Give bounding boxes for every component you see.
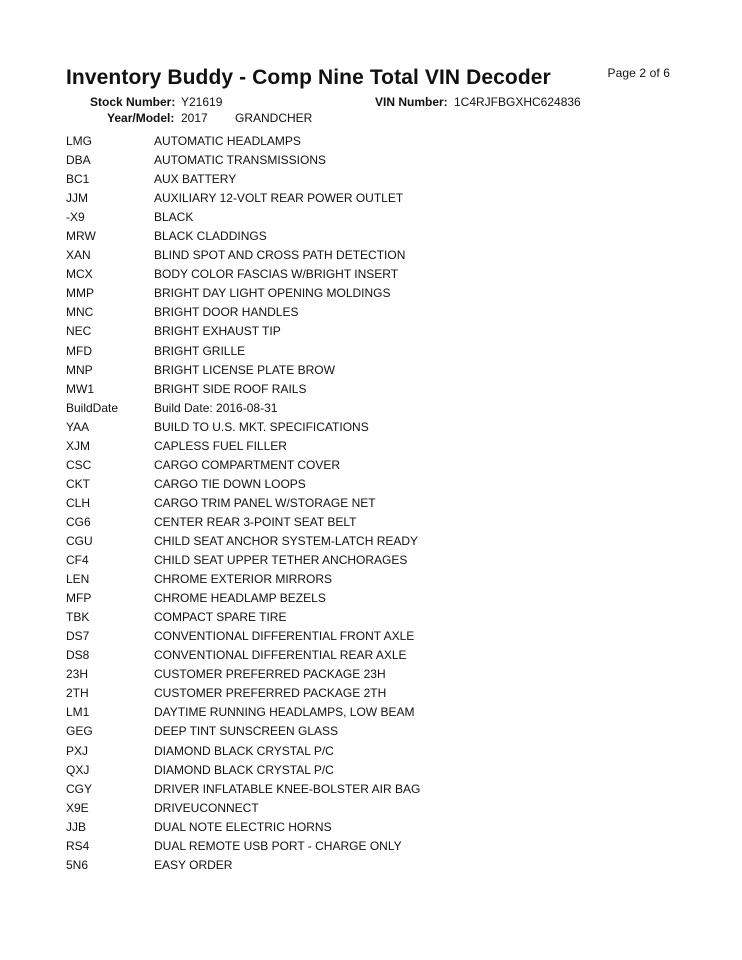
option-code: XAN — [66, 248, 91, 263]
vin-number-value: 1C4RJFBGXHC624836 — [454, 95, 581, 109]
option-code: CGY — [66, 781, 93, 796]
option-description: DRIVEUCONNECT — [154, 800, 259, 815]
code-row — [66, 665, 686, 684]
stock-vin-row — [0, 94, 742, 110]
option-code: RS4 — [66, 838, 90, 853]
year-value: 2017 — [181, 111, 208, 125]
option-description: CHROME HEADLAMP BEZELS — [154, 591, 326, 606]
code-row — [66, 456, 686, 475]
option-description: CUSTOMER PREFERRED PACKAGE 23H — [154, 667, 386, 682]
code-row — [66, 151, 686, 170]
code-row — [66, 246, 686, 265]
option-code: BC1 — [66, 172, 90, 187]
option-code: MFD — [66, 343, 92, 358]
option-code: MNC — [66, 305, 94, 320]
option-code: TBK — [66, 610, 90, 625]
option-code: DS7 — [66, 629, 90, 644]
code-row — [66, 265, 686, 284]
option-description: BRIGHT EXHAUST TIP — [154, 324, 281, 339]
option-code: LM1 — [66, 705, 90, 720]
option-description: CUSTOMER PREFERRED PACKAGE 2TH — [154, 686, 387, 701]
option-description: BRIGHT LICENSE PLATE BROW — [154, 362, 335, 377]
option-description: BRIGHT DOOR HANDLES — [154, 305, 299, 320]
code-row — [66, 742, 686, 761]
option-description: AUX BATTERY — [154, 172, 237, 187]
option-code: YAA — [66, 419, 90, 434]
option-code: MNP — [66, 362, 93, 377]
option-description: BRIGHT GRILLE — [154, 343, 246, 358]
option-description: AUTOMATIC TRANSMISSIONS — [154, 153, 327, 168]
code-row — [66, 303, 686, 322]
vin-number-label: VIN Number: — [375, 95, 448, 109]
code-row — [66, 170, 686, 189]
stock-number-label: Stock Number: — [90, 95, 176, 109]
option-description: DEEP TINT SUNSCREEN GLASS — [154, 724, 339, 739]
option-description: BRIGHT DAY LIGHT OPENING MOLDINGS — [154, 286, 391, 301]
year-model-label: Year/Model: — [107, 111, 175, 125]
code-row — [66, 722, 686, 741]
option-description: DIAMOND BLACK CRYSTAL P/C — [154, 762, 334, 777]
option-description: BLACK — [154, 210, 194, 225]
option-code: XJM — [66, 438, 90, 453]
option-description: CENTER REAR 3-POINT SEAT BELT — [154, 514, 357, 529]
option-code: GEG — [66, 724, 93, 739]
option-description: CARGO COMPARTMENT COVER — [154, 457, 341, 472]
code-row — [66, 589, 686, 608]
code-row — [66, 646, 686, 665]
code-row — [66, 837, 686, 856]
option-code: NEC — [66, 324, 92, 339]
option-code: 23H — [66, 667, 89, 682]
option-description: EASY ORDER — [154, 857, 233, 872]
option-code: PXJ — [66, 743, 89, 758]
code-row — [66, 399, 686, 418]
code-row — [66, 570, 686, 589]
code-row — [66, 132, 686, 151]
option-description: AUXILIARY 12-VOLT REAR POWER OUTLET — [154, 191, 404, 206]
page-indicator: Page 2 of 6 — [607, 66, 670, 80]
code-row — [66, 532, 686, 551]
option-description: BRIGHT SIDE ROOF RAILS — [154, 381, 307, 396]
option-description: CHROME EXTERIOR MIRRORS — [154, 572, 333, 587]
code-row — [66, 627, 686, 646]
code-row — [66, 437, 686, 456]
option-description: CARGO TRIM PANEL W/STORAGE NET — [154, 495, 376, 510]
option-code: DS8 — [66, 648, 90, 663]
code-row — [66, 818, 686, 837]
option-code: LMG — [66, 134, 93, 148]
option-description: CONVENTIONAL DIFFERENTIAL FRONT AXLE — [154, 629, 415, 644]
code-row — [66, 284, 686, 303]
option-code: MFP — [66, 591, 92, 606]
code-row — [66, 189, 686, 208]
option-code: CSC — [66, 457, 92, 472]
option-code: CF4 — [66, 553, 89, 568]
option-code: DBA — [66, 153, 91, 168]
code-row — [66, 608, 686, 627]
stock-number-value: Y21619 — [181, 95, 223, 109]
option-code: X9E — [66, 800, 89, 815]
code-row — [66, 780, 686, 799]
option-code: QXJ — [66, 762, 90, 777]
option-description: BUILD TO U.S. MKT. SPECIFICATIONS — [154, 419, 369, 434]
option-code: -X9 — [66, 210, 85, 225]
option-description: CONVENTIONAL DIFFERENTIAL REAR AXLE — [154, 648, 407, 663]
option-code: LEN — [66, 572, 90, 587]
code-row — [66, 342, 686, 361]
year-model-row — [0, 110, 742, 126]
option-description: DAYTIME RUNNING HEADLAMPS, LOW BEAM — [154, 705, 415, 720]
option-description: Build Date: 2016-08-31 — [154, 400, 278, 415]
option-description: BODY COLOR FASCIAS W/BRIGHT INSERT — [154, 267, 399, 282]
option-description: CAPLESS FUEL FILLER — [154, 438, 287, 453]
option-description: DRIVER INFLATABLE KNEE-BOLSTER AIR BAG — [154, 781, 421, 796]
code-row — [66, 494, 686, 513]
option-description: BLIND SPOT AND CROSS PATH DETECTION — [154, 248, 406, 263]
option-description: DUAL NOTE ELECTRIC HORNS — [154, 819, 332, 834]
code-row — [66, 761, 686, 780]
code-row — [66, 513, 686, 532]
option-description: DIAMOND BLACK CRYSTAL P/C — [154, 743, 334, 758]
code-row — [66, 475, 686, 494]
code-row — [66, 361, 686, 380]
code-row — [66, 551, 686, 570]
option-description: AUTOMATIC HEADLAMPS — [154, 134, 301, 148]
option-code: MW1 — [66, 381, 94, 396]
vehicle-metadata — [0, 94, 742, 126]
code-row — [66, 322, 686, 341]
option-description: CHILD SEAT ANCHOR SYSTEM-LATCH READY — [154, 533, 419, 548]
option-code: MMP — [66, 286, 94, 301]
option-code: MCX — [66, 267, 93, 282]
option-description: BLACK CLADDINGS — [154, 229, 267, 244]
code-row — [66, 703, 686, 722]
code-row — [66, 208, 686, 227]
option-code: MRW — [66, 229, 96, 244]
option-code: JJM — [66, 191, 88, 206]
option-description: COMPACT SPARE TIRE — [154, 610, 287, 625]
document-title: Inventory Buddy - Comp Nine Total VIN Decoder — [66, 66, 551, 89]
code-row — [66, 856, 686, 875]
option-code: CGU — [66, 533, 93, 548]
code-row — [66, 227, 686, 246]
option-code-list — [66, 132, 686, 875]
code-row — [66, 799, 686, 818]
option-code: CG6 — [66, 514, 91, 529]
option-code: 2TH — [66, 686, 89, 701]
code-row — [66, 418, 686, 437]
option-description: DUAL REMOTE USB PORT - CHARGE ONLY — [154, 838, 402, 853]
option-code: JJB — [66, 819, 87, 834]
option-description: CARGO TIE DOWN LOOPS — [154, 476, 306, 491]
option-code: CKT — [66, 476, 90, 491]
option-code: CLH — [66, 495, 91, 510]
option-code: 5N6 — [66, 857, 89, 872]
code-row — [66, 684, 686, 703]
code-row — [66, 380, 686, 399]
option-code: BuildDate — [66, 400, 119, 415]
option-description: CHILD SEAT UPPER TETHER ANCHORAGES — [154, 553, 408, 568]
model-value: GRANDCHER — [235, 111, 313, 125]
